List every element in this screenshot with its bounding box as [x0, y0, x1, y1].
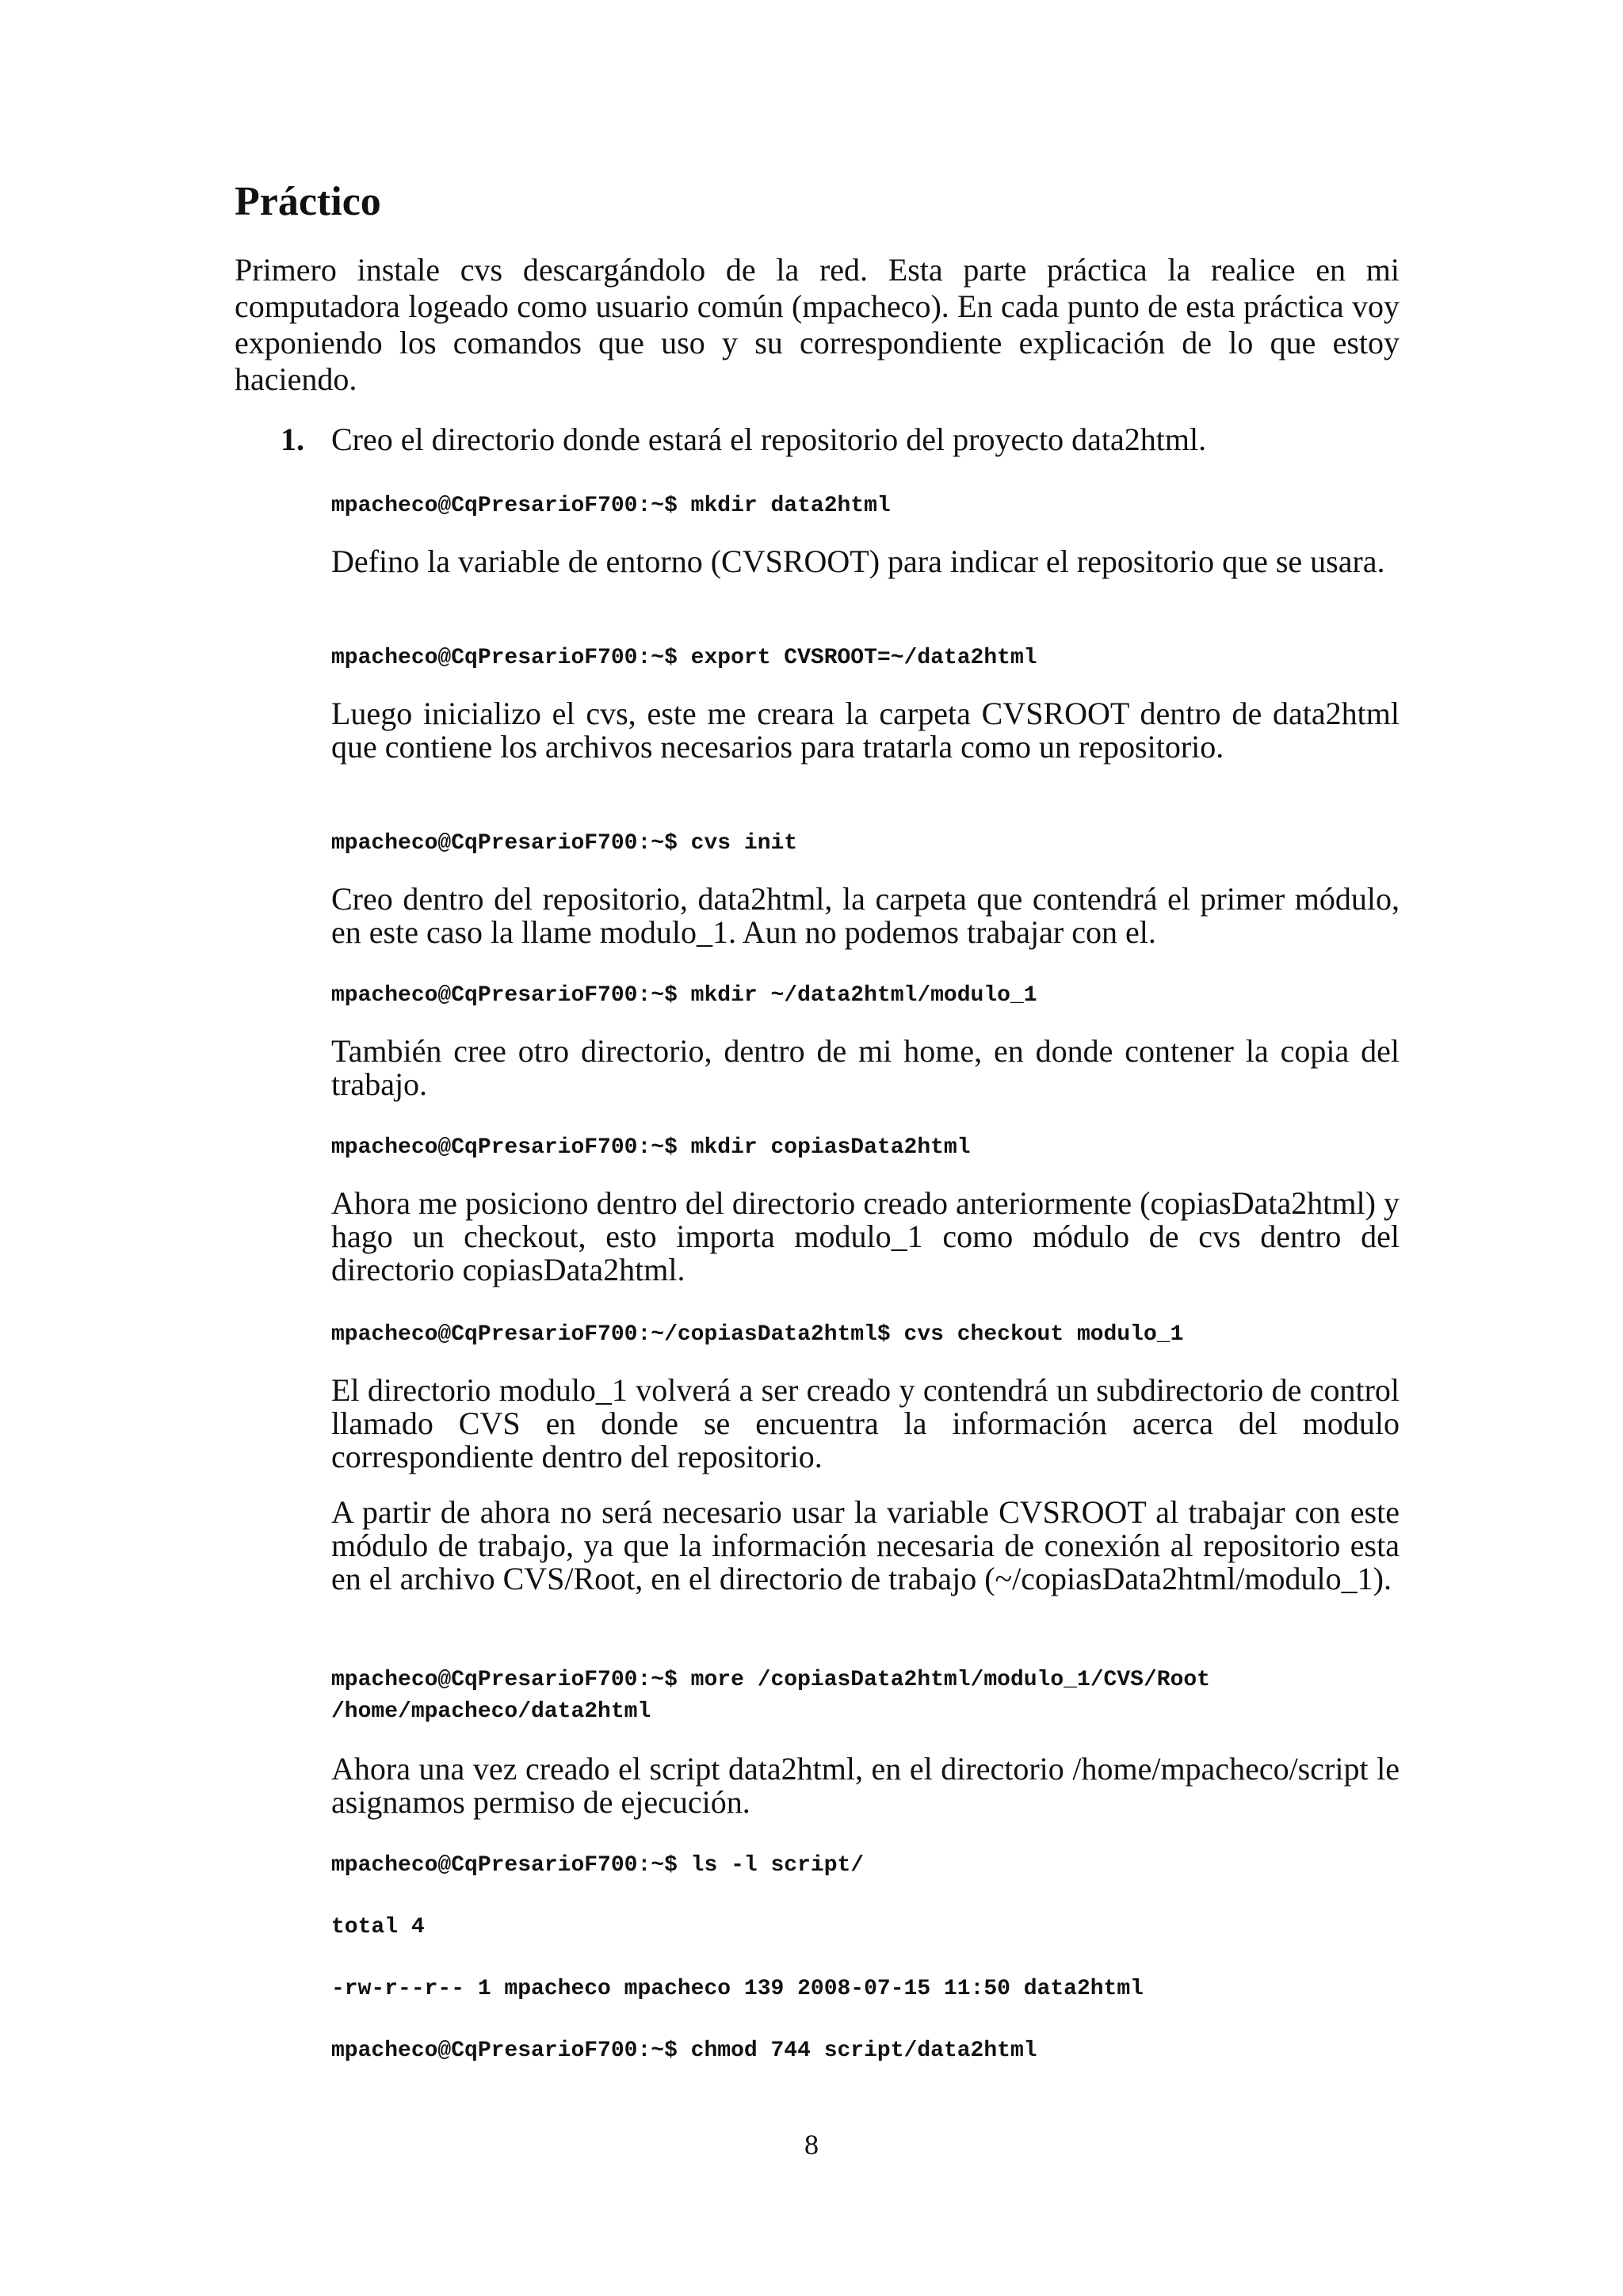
- body-paragraph: Ahora una vez creado el script data2html, en el directorio /home/mpacheco/script le asignamos permiso de ejecución.: [331, 1751, 1400, 1820]
- body-paragraph: Ahora me posiciono dentro del directorio creado anteriormente (copiasData2html) y hago un checkout, esto importa modulo_1 como módulo de cvs dentro del directorio copiasData2html.: [331, 1185, 1400, 1287]
- body-paragraph: Luego inicializo el cvs, este me creara la carpeta CVSROOT dentro de data2html que contiene los archivos necesarios para tratarla como un repositorio.: [331, 696, 1400, 765]
- body-paragraph: Creo dentro del repositorio, data2html, la carpeta que contendrá el primer módulo, en este caso la llame modulo_1. Aun no podemos trabajar con el.: [331, 881, 1400, 950]
- section-title: Práctico: [235, 179, 381, 224]
- command-output: -rw-r--r-- 1 mpacheco mpacheco 139 2008-07-15 11:50 data2html: [331, 1977, 1144, 2001]
- command-line: mpacheco@CqPresarioF700:~/copiasData2html$ cvs checkout modulo_1: [331, 1322, 1184, 1347]
- command-output: /home/mpacheco/data2html: [331, 1699, 651, 1724]
- body-paragraph: Defino la variable de entorno (CVSROOT) para indicar el repositorio que se usara.: [331, 543, 1385, 579]
- command-line: mpacheco@CqPresarioF700:~$ chmod 744 script/data2html: [331, 2039, 1037, 2063]
- body-paragraph: A partir de ahora no será necesario usar la variable CVSROOT al trabajar con este módulo de trabajo, ya que la información necesaria de conexión al repositorio esta en el archivo CVS/Root, en el directorio de trabajo (~/copiasData2html/modulo_1).: [331, 1494, 1400, 1596]
- command-line: mpacheco@CqPresarioF700:~$ mkdir copiasData2html: [331, 1135, 971, 1160]
- command-line: mpacheco@CqPresarioF700:~$ ls -l script/: [331, 1853, 865, 1878]
- body-paragraph: El directorio modulo_1 volverá a ser creado y contendrá un subdirectorio de control llamado CVS en donde se encuentra la información acerca del modulo correspondiente dentro del repositorio.: [331, 1372, 1400, 1474]
- command-line: mpacheco@CqPresarioF700:~$ mkdir ~/data2html/modulo_1: [331, 983, 1037, 1008]
- body-paragraph: También cree otro directorio, dentro de mi home, en donde contener la copia del trabajo.: [331, 1033, 1400, 1102]
- command-line: mpacheco@CqPresarioF700:~$ cvs init: [331, 831, 798, 856]
- command-line: mpacheco@CqPresarioF700:~$ export CVSROOT=~/data2html: [331, 646, 1037, 670]
- command-line: mpacheco@CqPresarioF700:~$ more /copiasData2html/modulo_1/CVS/Root: [331, 1668, 1210, 1692]
- command-output: total 4: [331, 1915, 425, 1939]
- list-item-text: Creo el directorio donde estará el repositorio del proyecto data2html.: [331, 421, 1207, 457]
- page-number: 8: [804, 2129, 819, 2161]
- command-line: mpacheco@CqPresarioF700:~$ mkdir data2html: [331, 494, 891, 518]
- intro-paragraph: Primero instale cvs descargándolo de la red. Esta parte práctica la realice en mi computadora logeado como usuario común (mpacheco). En cada punto de esta práctica voy exponiendo los comandos que uso y su correspondiente explicación de lo que estoy haciendo.: [235, 252, 1400, 397]
- list-item-number: 1.: [281, 421, 304, 457]
